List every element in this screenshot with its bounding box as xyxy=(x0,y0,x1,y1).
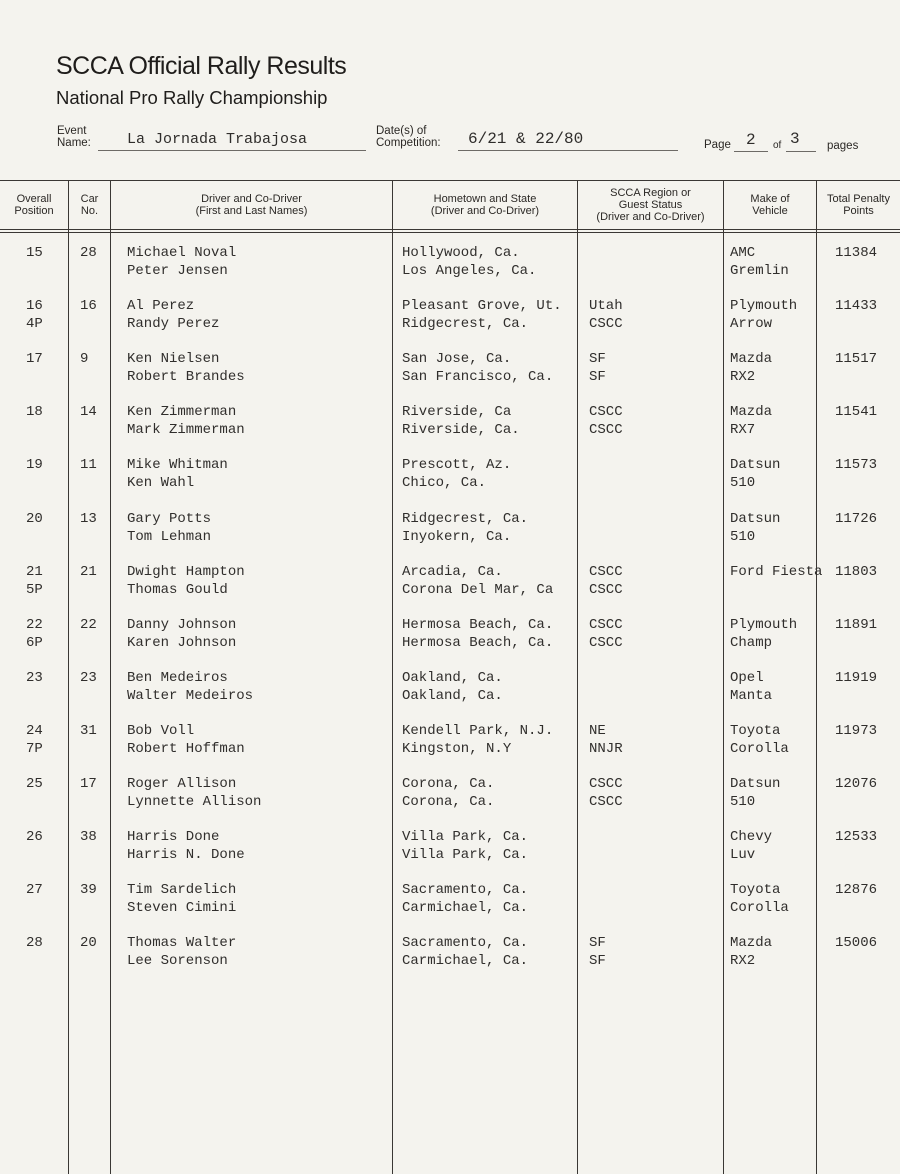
car-number: 16 xyxy=(80,298,97,315)
vehicle-make: Opel xyxy=(730,669,764,686)
col-header-penalty-points xyxy=(817,182,900,228)
col-header-line: Hometown and State xyxy=(433,193,537,205)
overall-position-cell xyxy=(26,350,43,368)
vehicle-make-cell xyxy=(730,616,797,652)
vehicle-make: Corolla xyxy=(730,740,789,757)
vehicle-make-cell xyxy=(730,510,780,546)
car-number: 14 xyxy=(80,404,97,421)
overall-position-cell xyxy=(26,244,43,262)
driver-names: Robert Brandes xyxy=(127,369,245,386)
scca-region-cell xyxy=(589,563,623,599)
vehicle-make: Corolla xyxy=(730,900,789,917)
overall-position: 16 xyxy=(26,298,43,315)
car-number-cell xyxy=(80,775,97,793)
overall-position-cell xyxy=(26,828,43,846)
vehicle-make: Mazda xyxy=(730,404,773,421)
car-number: 13 xyxy=(80,510,97,527)
col-header-line: Make of xyxy=(750,193,790,205)
car-number: 11 xyxy=(80,457,97,474)
overall-position: 17 xyxy=(26,351,43,368)
hometown-cell xyxy=(402,403,520,439)
col-header-driver xyxy=(111,182,392,228)
table-row xyxy=(0,934,900,986)
pages-label: pages xyxy=(827,140,859,152)
car-number-cell xyxy=(80,616,97,634)
overall-position: 23 xyxy=(26,669,43,686)
car-number-cell xyxy=(80,881,97,899)
car-number-cell xyxy=(80,563,97,581)
scca-region: SF xyxy=(589,935,606,952)
event-name-value: La Jornada Trabajosa xyxy=(127,131,308,148)
vehicle-make-cell xyxy=(730,456,780,492)
penalty-points-cell xyxy=(835,934,877,952)
table-row xyxy=(0,669,900,721)
car-number-cell xyxy=(80,510,97,528)
overall-position: 5P xyxy=(26,581,43,598)
vehicle-make: Datsun xyxy=(730,776,781,792)
hometown: Hollywood, Ca. xyxy=(402,245,520,261)
vehicle-make: Plymouth xyxy=(730,298,798,315)
car-number-cell xyxy=(80,350,88,368)
scca-region: CSCC xyxy=(589,563,623,580)
penalty-points-cell xyxy=(835,722,877,740)
driver-names: Thomas Gould xyxy=(127,581,228,598)
car-number: 23 xyxy=(80,669,97,686)
table-header-border xyxy=(0,229,900,230)
penalty-points: 11541 xyxy=(835,404,878,421)
vehicle-make: Chevy xyxy=(730,829,773,846)
dates-label-line2: Competition: xyxy=(376,137,441,149)
col-header-line: Car xyxy=(80,193,99,205)
driver-names: Dwight Hampton xyxy=(127,563,245,580)
hometown: Kingston, N.Y xyxy=(402,740,512,757)
scca-region-cell xyxy=(589,297,623,333)
table-row xyxy=(0,722,900,774)
penalty-points: 11384 xyxy=(835,245,878,261)
driver-names-cell xyxy=(127,616,236,652)
scca-region: SF xyxy=(589,369,606,386)
penalty-points-cell xyxy=(835,563,877,581)
col-header-line: Vehicle xyxy=(752,205,788,217)
vehicle-make-cell xyxy=(730,350,772,386)
scca-region: NE xyxy=(589,722,606,739)
overall-position: 24 xyxy=(26,722,43,739)
driver-names-cell xyxy=(127,350,245,386)
page-total: 3 xyxy=(790,130,800,148)
page-number-underline xyxy=(734,151,768,152)
dates-label xyxy=(376,125,441,149)
hometown: Kendell Park, N.J. xyxy=(402,722,554,739)
hometown: Corona Del Mar, Ca xyxy=(402,581,554,598)
penalty-points-cell xyxy=(835,775,877,793)
penalty-points-cell xyxy=(835,403,877,421)
hometown: Pleasant Grove, Ut. xyxy=(402,298,562,315)
col-header-line: No. xyxy=(80,205,99,217)
driver-names-cell xyxy=(127,297,219,333)
col-header-car-no xyxy=(69,182,110,228)
penalty-points-cell xyxy=(835,669,877,687)
hometown-cell xyxy=(402,934,528,970)
vehicle-make: Arrow xyxy=(730,316,773,333)
overall-position: 18 xyxy=(26,404,43,421)
col-header-line: (First and Last Names) xyxy=(195,205,308,217)
scca-region: CSCC xyxy=(589,794,623,810)
driver-names-cell xyxy=(127,934,236,970)
hometown-cell xyxy=(402,510,528,546)
driver-names: Lee Sorenson xyxy=(127,953,228,970)
hometown-cell xyxy=(402,722,553,758)
table-row xyxy=(0,297,900,349)
overall-position-cell xyxy=(26,881,43,899)
driver-names: Mike Whitman xyxy=(127,457,228,474)
hometown: Chico, Ca. xyxy=(402,475,487,492)
scca-region: CSCC xyxy=(589,404,623,421)
col-header-line: (Driver and Co-Driver) xyxy=(430,205,540,217)
penalty-points: 12533 xyxy=(835,829,878,846)
table-header-border-double xyxy=(0,232,900,233)
hometown-cell xyxy=(402,775,494,811)
hometown-cell xyxy=(402,244,536,280)
table-row xyxy=(0,350,900,402)
overall-position: 27 xyxy=(26,882,43,899)
dates-value: 6/21 & 22/80 xyxy=(468,130,584,148)
scca-region: CSCC xyxy=(589,634,623,651)
penalty-points: 11973 xyxy=(835,722,878,739)
overall-position: 25 xyxy=(26,776,43,792)
hometown: Corona, Ca. xyxy=(402,794,495,810)
vehicle-make: Mazda xyxy=(730,935,773,952)
penalty-points: 11726 xyxy=(835,510,878,527)
vehicle-make-cell xyxy=(730,934,772,970)
vehicle-make: AMC xyxy=(730,245,756,261)
driver-names-cell xyxy=(127,403,245,439)
driver-names: Roger Allison xyxy=(127,776,237,792)
car-number-cell xyxy=(80,403,97,421)
hometown: Oakland, Ca. xyxy=(402,687,503,704)
driver-names: Lynnette Allison xyxy=(127,794,262,810)
driver-names: Ken Nielsen xyxy=(127,351,220,368)
hometown: Inyokern, Ca. xyxy=(402,528,512,545)
hometown: Villa Park, Ca. xyxy=(402,847,529,864)
event-name-underline xyxy=(98,150,366,151)
hometown-cell xyxy=(402,616,553,652)
overall-position: 15 xyxy=(26,245,43,261)
hometown: Ridgecrest, Ca. xyxy=(402,316,529,333)
event-name-label xyxy=(57,125,91,149)
scca-region-cell xyxy=(589,934,606,970)
car-number-cell xyxy=(80,722,97,740)
overall-position-cell xyxy=(26,456,43,474)
vehicle-make: Datsun xyxy=(730,510,781,527)
page-total-underline xyxy=(786,151,816,152)
car-number-cell xyxy=(80,669,97,687)
car-number-cell xyxy=(80,297,97,315)
hometown: Riverside, Ca xyxy=(402,404,512,421)
event-label-line1: Event xyxy=(57,125,87,137)
driver-names: Robert Hoffman xyxy=(127,740,245,757)
scca-region: SF xyxy=(589,351,606,368)
event-label-line2: Name: xyxy=(57,137,91,149)
col-header-line: Overall xyxy=(16,193,52,205)
driver-names-cell xyxy=(127,722,245,758)
car-number: 28 xyxy=(80,245,97,261)
vehicle-make: Toyota xyxy=(730,882,781,899)
table-row xyxy=(0,563,900,615)
col-header-line: (Driver and Co-Driver) xyxy=(596,211,705,223)
overall-position-cell xyxy=(26,669,43,687)
hometown-cell xyxy=(402,456,511,492)
vehicle-make-cell xyxy=(730,722,789,758)
hometown: Hermosa Beach, Ca. xyxy=(402,634,554,651)
penalty-points: 12076 xyxy=(835,776,878,792)
col-header-region xyxy=(578,182,723,228)
scca-region: NNJR xyxy=(589,740,623,757)
car-number: 20 xyxy=(80,935,97,952)
overall-position: 26 xyxy=(26,829,43,846)
of-label: of xyxy=(773,140,782,151)
table-top-border xyxy=(0,180,900,181)
overall-position: 19 xyxy=(26,457,43,474)
driver-names: Ken Wahl xyxy=(127,475,195,492)
overall-position: 21 xyxy=(26,563,43,580)
driver-names-cell xyxy=(127,828,245,864)
page-label: Page xyxy=(704,139,731,151)
driver-names: Randy Perez xyxy=(127,316,220,333)
overall-position-cell xyxy=(26,297,43,333)
hometown: San Francisco, Ca. xyxy=(402,369,554,386)
hometown-cell xyxy=(402,563,553,599)
driver-names: Steven Cimini xyxy=(127,900,237,917)
scca-region-cell xyxy=(589,722,623,758)
vehicle-make: 510 xyxy=(730,528,756,545)
vehicle-make: RX2 xyxy=(730,953,756,970)
car-number: 9 xyxy=(80,351,89,368)
penalty-points-cell xyxy=(835,297,877,315)
vehicle-make: RX7 xyxy=(730,422,756,439)
table-row xyxy=(0,510,900,562)
vehicle-make-cell xyxy=(730,403,772,439)
overall-position: 7P xyxy=(26,740,43,757)
table-row xyxy=(0,456,900,508)
hometown: Carmichael, Ca. xyxy=(402,953,529,970)
hometown-cell xyxy=(402,828,528,864)
vehicle-make: Mazda xyxy=(730,351,773,368)
vehicle-make: RX2 xyxy=(730,369,756,386)
scca-region: SF xyxy=(589,953,606,970)
car-number: 38 xyxy=(80,829,97,846)
overall-position-cell xyxy=(26,510,43,528)
car-number-cell xyxy=(80,828,97,846)
penalty-points-cell xyxy=(835,350,877,368)
vehicle-make-cell xyxy=(730,297,797,333)
overall-position: 22 xyxy=(26,616,43,633)
table-row xyxy=(0,403,900,455)
col-header-line: Driver and Co-Driver xyxy=(201,193,302,205)
overall-position-cell xyxy=(26,934,43,952)
table-row xyxy=(0,828,900,880)
hometown: Ridgecrest, Ca. xyxy=(402,510,529,527)
driver-names: Bob Voll xyxy=(127,722,195,739)
hometown: Prescott, Az. xyxy=(402,457,512,474)
car-number-cell xyxy=(80,456,97,474)
hometown-cell xyxy=(402,669,503,705)
col-header-overall-position xyxy=(0,182,68,228)
scca-region: Utah xyxy=(589,298,623,315)
driver-names: Harris Done xyxy=(127,829,220,846)
hometown: Corona, Ca. xyxy=(402,776,495,792)
vehicle-make-cell xyxy=(730,828,772,864)
page-number: 2 xyxy=(746,131,756,149)
scca-region: CSCC xyxy=(589,316,623,333)
vehicle-make-cell xyxy=(730,563,822,581)
car-number-cell xyxy=(80,244,97,262)
overall-position-cell xyxy=(26,722,43,758)
driver-names: Gary Potts xyxy=(127,510,212,527)
penalty-points-cell xyxy=(835,881,877,899)
vehicle-make: Gremlin xyxy=(730,263,789,279)
driver-names-cell xyxy=(127,563,245,599)
table-row xyxy=(0,881,900,933)
hometown: Arcadia, Ca. xyxy=(402,563,503,580)
driver-names: Ken Zimmerman xyxy=(127,404,237,421)
vehicle-make: Plymouth xyxy=(730,616,798,633)
driver-names-cell xyxy=(127,775,261,811)
hometown-cell xyxy=(402,881,528,917)
col-header-hometown xyxy=(393,182,577,228)
penalty-points: 11803 xyxy=(835,563,878,580)
car-number: 31 xyxy=(80,722,97,739)
vehicle-make-cell xyxy=(730,881,789,917)
scca-region: CSCC xyxy=(589,422,623,439)
car-number: 17 xyxy=(80,776,97,792)
driver-names-cell xyxy=(127,881,236,917)
hometown: Hermosa Beach, Ca. xyxy=(402,616,554,633)
hometown: San Jose, Ca. xyxy=(402,351,512,368)
overall-position: 4P xyxy=(26,316,43,333)
document-subtitle: National Pro Rally Championship xyxy=(56,87,328,108)
vehicle-make-cell xyxy=(730,669,772,705)
driver-names: Thomas Walter xyxy=(127,935,237,952)
driver-names: Harris N. Done xyxy=(127,847,245,864)
scca-region: CSCC xyxy=(589,776,623,792)
car-number: 22 xyxy=(80,616,97,633)
penalty-points: 12876 xyxy=(835,882,878,899)
overall-position: 20 xyxy=(26,510,43,527)
col-header-line: Guest Status xyxy=(618,199,683,211)
penalty-points: 15006 xyxy=(835,935,878,952)
hometown-cell xyxy=(402,297,562,333)
driver-names: Peter Jensen xyxy=(127,263,228,279)
driver-names: Tim Sardelich xyxy=(127,882,237,899)
vehicle-make-cell xyxy=(730,775,780,811)
penalty-points: 11919 xyxy=(835,669,878,686)
scca-region-cell xyxy=(589,616,623,652)
scca-region-cell xyxy=(589,775,623,811)
penalty-points: 11891 xyxy=(835,616,878,633)
hometown: Carmichael, Ca. xyxy=(402,900,529,917)
scca-region: CSCC xyxy=(589,616,623,633)
vehicle-make-cell xyxy=(730,244,789,280)
vehicle-make: Champ xyxy=(730,634,773,651)
overall-position-cell xyxy=(26,775,43,793)
col-header-line: Total Penalty xyxy=(827,193,890,205)
penalty-points-cell xyxy=(835,828,877,846)
overall-position-cell xyxy=(26,563,43,599)
dates-underline xyxy=(458,150,678,151)
penalty-points-cell xyxy=(835,456,877,474)
table-row xyxy=(0,616,900,668)
table-row xyxy=(0,244,900,296)
driver-names: Tom Lehman xyxy=(127,528,212,545)
vehicle-make: Toyota xyxy=(730,722,781,739)
hometown: Villa Park, Ca. xyxy=(402,829,529,846)
driver-names: Al Perez xyxy=(127,298,195,315)
driver-names: Michael Noval xyxy=(127,245,237,261)
penalty-points-cell xyxy=(835,616,877,634)
penalty-points: 11433 xyxy=(835,298,878,315)
driver-names-cell xyxy=(127,669,253,705)
overall-position: 6P xyxy=(26,634,43,651)
driver-names-cell xyxy=(127,244,236,280)
document-title: SCCA Official Rally Results xyxy=(56,52,347,80)
scca-region-cell xyxy=(589,350,606,386)
vehicle-make: 510 xyxy=(730,475,756,492)
col-header-line: Position xyxy=(14,205,54,217)
overall-position-cell xyxy=(26,403,43,421)
penalty-points-cell xyxy=(835,510,877,528)
driver-names-cell xyxy=(127,510,211,546)
driver-names: Ben Medeiros xyxy=(127,669,228,686)
driver-names: Karen Johnson xyxy=(127,634,237,651)
overall-position: 28 xyxy=(26,935,43,952)
driver-names-cell xyxy=(127,456,228,492)
hometown: Los Angeles, Ca. xyxy=(402,263,537,279)
vehicle-make: 510 xyxy=(730,794,756,810)
hometown: Oakland, Ca. xyxy=(402,669,503,686)
col-header-make xyxy=(724,182,816,228)
table-row xyxy=(0,775,900,827)
car-number: 39 xyxy=(80,882,97,899)
hometown: Sacramento, Ca. xyxy=(402,935,529,952)
scca-region: CSCC xyxy=(589,581,623,598)
driver-names: Danny Johnson xyxy=(127,616,237,633)
col-header-line: Points xyxy=(843,205,874,217)
vehicle-make: Ford Fiesta xyxy=(730,563,823,580)
overall-position-cell xyxy=(26,616,43,652)
vehicle-make: Datsun xyxy=(730,457,781,474)
dates-label-line1: Date(s) of xyxy=(376,125,427,137)
vehicle-make: Manta xyxy=(730,687,773,704)
hometown-cell xyxy=(402,350,553,386)
hometown: Riverside, Ca. xyxy=(402,422,520,439)
penalty-points: 11573 xyxy=(835,457,878,474)
penalty-points-cell xyxy=(835,244,877,262)
driver-names: Mark Zimmerman xyxy=(127,422,245,439)
driver-names: Walter Medeiros xyxy=(127,687,254,704)
car-number-cell xyxy=(80,934,97,952)
hometown: Sacramento, Ca. xyxy=(402,882,529,899)
car-number: 21 xyxy=(80,563,97,580)
vehicle-make: Luv xyxy=(730,847,756,864)
col-header-line: SCCA Region or xyxy=(610,187,691,199)
penalty-points: 11517 xyxy=(835,351,878,368)
scca-region-cell xyxy=(589,403,623,439)
